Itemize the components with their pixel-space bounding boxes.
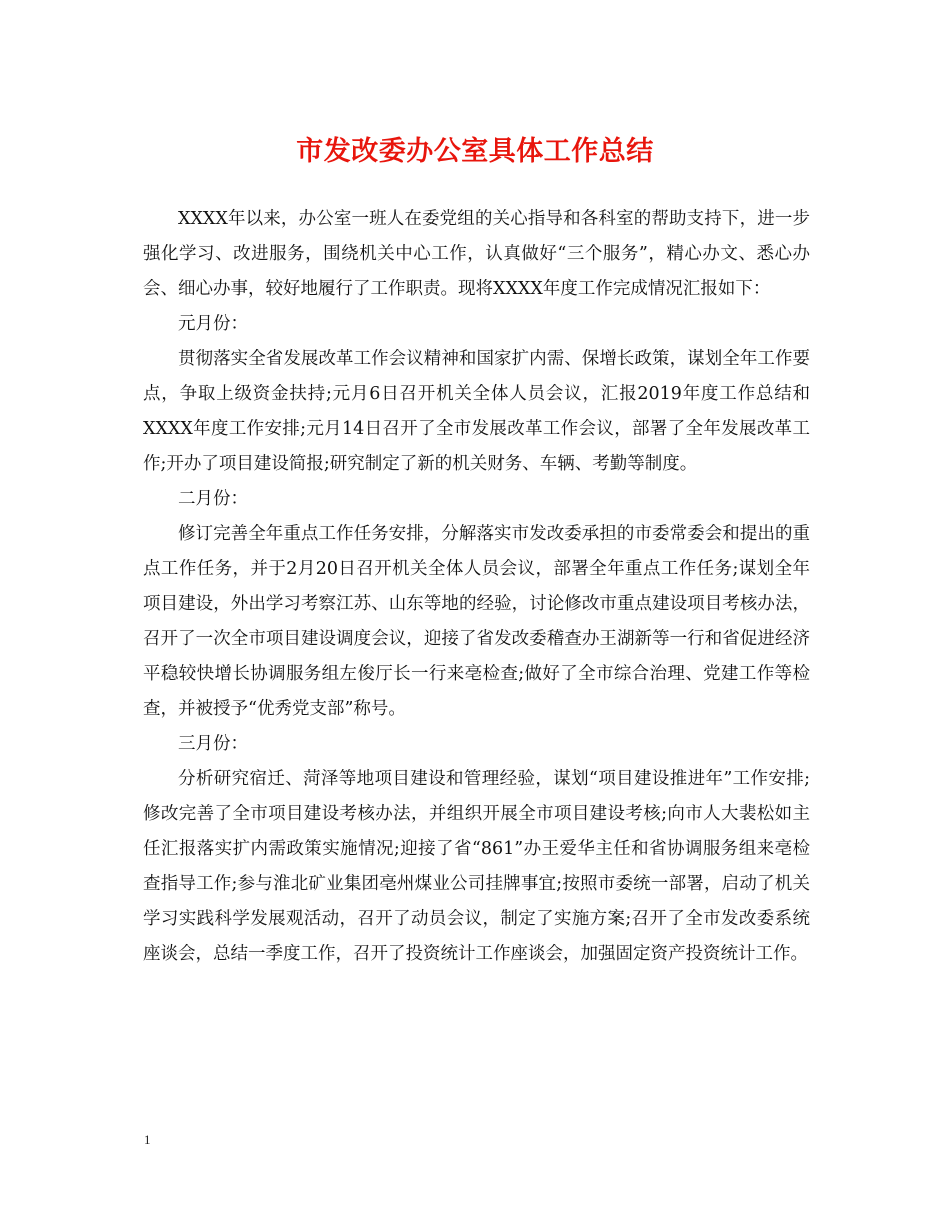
paragraph-january: 贯彻落实全省发展改革工作会议精神和国家扩内需、保增长政策，谋划全年工作要点，争取上级资金扶持;元月6日召开机关全体人员会议，汇报2019年度工作总结和XXXX年度工作安排;元月14日召开了全市发展改革工作会议，部署了全年发展改革工作;开办了项目建设简报;研究制定了新的机关财务、车辆、考勤等制度。	[143, 349, 810, 474]
document-title: 市发改委办公室具体工作总结	[296, 136, 654, 167]
section-heading-january: 元月份：	[178, 314, 248, 334]
paragraph-february: 修订完善全年重点工作任务安排，分解落实市发改委承担的市委常委会和提出的重点工作任务，并于2月20日召开机关全体人员会议，部署全年重点工作任务;谋划全年项目建设，外出学习考察江苏、山东等地的经验，讨论修改市重点建设项目考核办法，召开了一次全市项目建设调度会议，迎接了省发改委稽查办王湖新等一行和省促进经济平稳较快增长协调服务组左俊厅长一行来亳检查;做好了全市综合治理、党建工作等检查，并被授予“优秀党支部”称号。	[143, 524, 810, 719]
paragraph-march: 分析研究宿迁、菏泽等地项目建设和管理经验，谋划“项目建设推进年”工作安排;修改完善了全市项目建设考核办法，并组织开展全市项目建设考核;向市人大裴松如主任汇报落实扩内需政策实施情况;迎接了省“861”办王爱华主任和省协调服务组来亳检查指导工作;参与淮北矿业集团亳州煤业公司挂牌事宜;按照市委统一部署，启动了机关学习实践科学发展观活动，召开了动员会议，制定了实施方案;召开了全市发改委系统座谈会，总结一季度工作，召开了投资统计工作座谈会，加强固定资产投资统计工作。	[143, 769, 810, 964]
intro-paragraph: XXXX年以来，办公室一班人在委党组的关心指导和各科室的帮助支持下，进一步强化学习、改进服务，围绕机关中心工作，认真做好“三个服务”，精心办文、悉心办会、细心办事，较好地履行了工作职责。现将XXXX年度工作完成情况汇报如下：	[143, 209, 810, 299]
document-body	[143, 202, 810, 972]
page-number: 1	[144, 1132, 151, 1147]
section-heading-february: 二月份：	[178, 489, 248, 509]
section-heading-march: 三月份：	[178, 734, 248, 754]
